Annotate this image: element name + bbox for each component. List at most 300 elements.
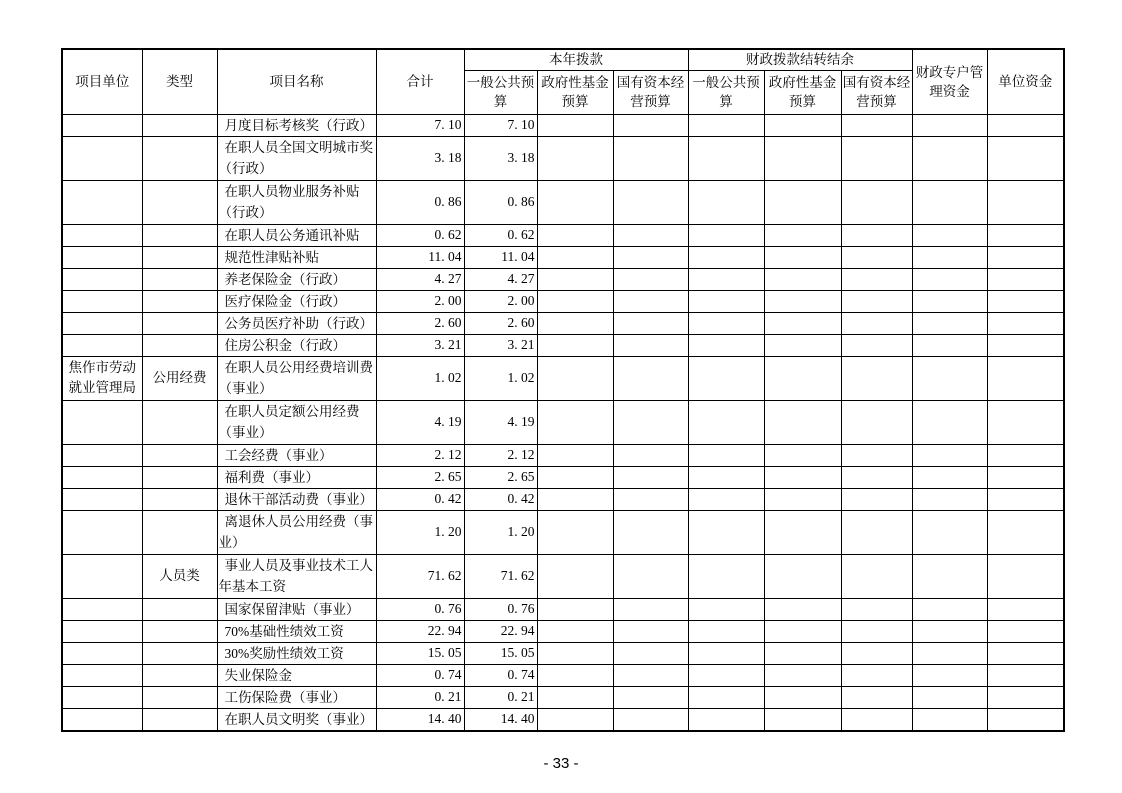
- cell-type: [142, 686, 217, 708]
- header-group-carryover: 财政拨款结转结余: [688, 49, 912, 70]
- cell-project-name: 福利费（事业）: [217, 466, 376, 488]
- cell-general-budget-carryover: [688, 136, 764, 180]
- cell-state-capital-budget-carryover: [841, 400, 912, 444]
- cell-state-capital-budget-current: [613, 114, 688, 136]
- cell-state-capital-budget-carryover: [841, 620, 912, 642]
- cell-state-capital-budget-carryover: [841, 180, 912, 224]
- cell-state-capital-budget-carryover: [841, 444, 912, 466]
- cell-general-budget-current: 2. 12: [464, 444, 537, 466]
- cell-general-budget-carryover: [688, 466, 764, 488]
- cell-govt-fund-budget-current: [537, 246, 613, 268]
- table-body: [62, 114, 1064, 731]
- cell-project-name: 事业人员及事业技术工人年基本工资: [217, 554, 376, 598]
- cell-total: 3. 21: [376, 334, 464, 356]
- cell-govt-fund-budget-carryover: [764, 246, 841, 268]
- cell-general-budget-carryover: [688, 554, 764, 598]
- cell-total: 0. 86: [376, 180, 464, 224]
- cell-state-capital-budget-carryover: [841, 136, 912, 180]
- cell-type: [142, 180, 217, 224]
- cell-project-unit: [62, 488, 142, 510]
- cell-unit-funds: [987, 180, 1064, 224]
- cell-state-capital-budget-current: [613, 290, 688, 312]
- cell-general-budget-carryover: [688, 334, 764, 356]
- cell-govt-fund-budget-carryover: [764, 686, 841, 708]
- header-project-name: 项目名称: [217, 49, 376, 114]
- cell-type: [142, 488, 217, 510]
- cell-project-name: 退休干部活动费（事业）: [217, 488, 376, 510]
- table-row: [62, 664, 1064, 686]
- cell-state-capital-budget-current: [613, 246, 688, 268]
- cell-project-unit: [62, 114, 142, 136]
- cell-govt-fund-budget-carryover: [764, 356, 841, 400]
- header-general-budget-current: 一般公共预算: [464, 70, 537, 114]
- cell-state-capital-budget-current: [613, 708, 688, 731]
- cell-project-unit: [62, 400, 142, 444]
- cell-unit-funds: [987, 444, 1064, 466]
- cell-type: [142, 268, 217, 290]
- header-govt-fund-budget-current: 政府性基金预算: [537, 70, 613, 114]
- cell-state-capital-budget-current: [613, 334, 688, 356]
- cell-govt-fund-budget-current: [537, 180, 613, 224]
- cell-state-capital-budget-carryover: [841, 686, 912, 708]
- cell-project-unit: [62, 290, 142, 312]
- cell-general-budget-carryover: [688, 510, 764, 554]
- cell-project-unit: [62, 466, 142, 488]
- cell-project-unit: [62, 444, 142, 466]
- cell-state-capital-budget-current: [613, 466, 688, 488]
- cell-project-name: 公务员医疗补助（行政）: [217, 312, 376, 334]
- cell-total: 0. 21: [376, 686, 464, 708]
- cell-general-budget-carryover: [688, 598, 764, 620]
- cell-project-name: 规范性津贴补贴: [217, 246, 376, 268]
- cell-project-unit: [62, 334, 142, 356]
- cell-special-account-funds: [912, 642, 987, 664]
- cell-general-budget-carryover: [688, 664, 764, 686]
- cell-general-budget-current: 0. 21: [464, 686, 537, 708]
- cell-state-capital-budget-current: [613, 312, 688, 334]
- cell-govt-fund-budget-carryover: [764, 136, 841, 180]
- cell-govt-fund-budget-carryover: [764, 114, 841, 136]
- table-row: [62, 444, 1064, 466]
- cell-govt-fund-budget-current: [537, 268, 613, 290]
- header-group-current-year: 本年拨款: [464, 49, 688, 70]
- cell-govt-fund-budget-current: [537, 466, 613, 488]
- cell-govt-fund-budget-carryover: [764, 400, 841, 444]
- cell-unit-funds: [987, 312, 1064, 334]
- cell-state-capital-budget-current: [613, 488, 688, 510]
- cell-general-budget-current: 14. 40: [464, 708, 537, 731]
- cell-total: 11. 04: [376, 246, 464, 268]
- table-row: [62, 488, 1064, 510]
- cell-total: 15. 05: [376, 642, 464, 664]
- cell-unit-funds: [987, 686, 1064, 708]
- cell-state-capital-budget-carryover: [841, 466, 912, 488]
- cell-state-capital-budget-current: [613, 554, 688, 598]
- cell-state-capital-budget-current: [613, 224, 688, 246]
- cell-special-account-funds: [912, 334, 987, 356]
- cell-state-capital-budget-carryover: [841, 510, 912, 554]
- cell-govt-fund-budget-current: [537, 686, 613, 708]
- table-row: [62, 136, 1064, 180]
- cell-general-budget-current: 4. 19: [464, 400, 537, 444]
- cell-special-account-funds: [912, 620, 987, 642]
- cell-project-unit: [62, 642, 142, 664]
- cell-project-name: 30%奖励性绩效工资: [217, 642, 376, 664]
- cell-state-capital-budget-current: [613, 400, 688, 444]
- cell-unit-funds: [987, 334, 1064, 356]
- cell-govt-fund-budget-carryover: [764, 312, 841, 334]
- cell-unit-funds: [987, 290, 1064, 312]
- cell-project-unit: [62, 246, 142, 268]
- cell-general-budget-current: 7. 10: [464, 114, 537, 136]
- cell-govt-fund-budget-current: [537, 136, 613, 180]
- cell-type: [142, 246, 217, 268]
- cell-govt-fund-budget-current: [537, 290, 613, 312]
- cell-unit-funds: [987, 400, 1064, 444]
- cell-type: [142, 664, 217, 686]
- cell-general-budget-carryover: [688, 290, 764, 312]
- cell-type: [142, 136, 217, 180]
- cell-special-account-funds: [912, 400, 987, 444]
- cell-state-capital-budget-current: [613, 180, 688, 224]
- cell-general-budget-current: 4. 27: [464, 268, 537, 290]
- cell-unit-funds: [987, 246, 1064, 268]
- cell-total: 1. 20: [376, 510, 464, 554]
- cell-general-budget-current: 11. 04: [464, 246, 537, 268]
- cell-project-unit: [62, 664, 142, 686]
- table-row: [62, 642, 1064, 664]
- cell-type: 公用经费: [142, 356, 217, 400]
- cell-general-budget-carryover: [688, 180, 764, 224]
- header-state-capital-budget-carryover: 国有资本经营预算: [841, 70, 912, 114]
- cell-govt-fund-budget-current: [537, 510, 613, 554]
- cell-total: 0. 74: [376, 664, 464, 686]
- cell-special-account-funds: [912, 180, 987, 224]
- cell-govt-fund-budget-carryover: [764, 642, 841, 664]
- cell-general-budget-carryover: [688, 400, 764, 444]
- cell-govt-fund-budget-carryover: [764, 334, 841, 356]
- cell-state-capital-budget-carryover: [841, 708, 912, 731]
- cell-total: 4. 19: [376, 400, 464, 444]
- cell-special-account-funds: [912, 554, 987, 598]
- cell-general-budget-current: 0. 62: [464, 224, 537, 246]
- cell-unit-funds: [987, 554, 1064, 598]
- cell-general-budget-carryover: [688, 356, 764, 400]
- cell-govt-fund-budget-carryover: [764, 708, 841, 731]
- cell-special-account-funds: [912, 268, 987, 290]
- cell-govt-fund-budget-current: [537, 620, 613, 642]
- cell-govt-fund-budget-carryover: [764, 554, 841, 598]
- cell-govt-fund-budget-carryover: [764, 224, 841, 246]
- cell-general-budget-current: 71. 62: [464, 554, 537, 598]
- cell-govt-fund-budget-carryover: [764, 664, 841, 686]
- cell-type: [142, 444, 217, 466]
- cell-project-name: 工伤保险费（事业）: [217, 686, 376, 708]
- cell-type: [142, 708, 217, 731]
- cell-general-budget-carryover: [688, 642, 764, 664]
- cell-general-budget-carryover: [688, 708, 764, 731]
- table-row: [62, 598, 1064, 620]
- cell-general-budget-current: 3. 18: [464, 136, 537, 180]
- cell-general-budget-carryover: [688, 246, 764, 268]
- cell-project-unit: [62, 224, 142, 246]
- cell-total: 2. 65: [376, 466, 464, 488]
- header-special-account-funds: 财政专户管理资金: [912, 49, 987, 114]
- header-group-row: [62, 49, 1064, 70]
- cell-type: [142, 620, 217, 642]
- cell-state-capital-budget-carryover: [841, 290, 912, 312]
- cell-project-unit: [62, 686, 142, 708]
- cell-total: 1. 02: [376, 356, 464, 400]
- cell-special-account-funds: [912, 136, 987, 180]
- cell-govt-fund-budget-current: [537, 444, 613, 466]
- cell-state-capital-budget-carryover: [841, 114, 912, 136]
- cell-special-account-funds: [912, 224, 987, 246]
- cell-general-budget-current: 0. 76: [464, 598, 537, 620]
- cell-project-unit: [62, 554, 142, 598]
- table-row: [62, 334, 1064, 356]
- table-row: [62, 510, 1064, 554]
- cell-state-capital-budget-carryover: [841, 312, 912, 334]
- cell-project-name: 医疗保险金（行政）: [217, 290, 376, 312]
- cell-project-name: 国家保留津贴（事业）: [217, 598, 376, 620]
- cell-govt-fund-budget-carryover: [764, 488, 841, 510]
- cell-state-capital-budget-carryover: [841, 488, 912, 510]
- cell-project-name: 月度目标考核奖（行政）: [217, 114, 376, 136]
- cell-project-name: 在职人员公用经费培训费（事业）: [217, 356, 376, 400]
- table-row: [62, 290, 1064, 312]
- table-row: [62, 356, 1064, 400]
- table-header: [62, 49, 1064, 114]
- cell-general-budget-carryover: [688, 312, 764, 334]
- cell-special-account-funds: [912, 708, 987, 731]
- table-row: [62, 268, 1064, 290]
- cell-general-budget-carryover: [688, 268, 764, 290]
- cell-general-budget-current: 2. 00: [464, 290, 537, 312]
- cell-unit-funds: [987, 510, 1064, 554]
- cell-project-name: 工会经费（事业）: [217, 444, 376, 466]
- cell-govt-fund-budget-current: [537, 356, 613, 400]
- cell-type: [142, 114, 217, 136]
- cell-state-capital-budget-current: [613, 620, 688, 642]
- cell-total: 22. 94: [376, 620, 464, 642]
- cell-project-unit: [62, 620, 142, 642]
- cell-unit-funds: [987, 708, 1064, 731]
- cell-project-unit: [62, 136, 142, 180]
- cell-special-account-funds: [912, 664, 987, 686]
- table-row: [62, 246, 1064, 268]
- cell-state-capital-budget-carryover: [841, 598, 912, 620]
- cell-state-capital-budget-current: [613, 444, 688, 466]
- table-row: [62, 180, 1064, 224]
- header-general-budget-carryover: 一般公共预算: [688, 70, 764, 114]
- table-row: [62, 554, 1064, 598]
- cell-project-name: 在职人员定额公用经费（事业）: [217, 400, 376, 444]
- cell-unit-funds: [987, 114, 1064, 136]
- cell-govt-fund-budget-carryover: [764, 290, 841, 312]
- cell-govt-fund-budget-current: [537, 664, 613, 686]
- cell-type: [142, 312, 217, 334]
- cell-unit-funds: [987, 268, 1064, 290]
- header-govt-fund-budget-carryover: 政府性基金预算: [764, 70, 841, 114]
- cell-govt-fund-budget-current: [537, 488, 613, 510]
- cell-type: [142, 400, 217, 444]
- header-project-unit: 项目单位: [62, 49, 142, 114]
- cell-project-unit: [62, 180, 142, 224]
- cell-state-capital-budget-carryover: [841, 356, 912, 400]
- cell-unit-funds: [987, 642, 1064, 664]
- cell-general-budget-carryover: [688, 620, 764, 642]
- cell-project-unit: [62, 312, 142, 334]
- header-total: 合计: [376, 49, 464, 114]
- cell-unit-funds: [987, 356, 1064, 400]
- table-row: [62, 686, 1064, 708]
- cell-general-budget-current: 0. 42: [464, 488, 537, 510]
- cell-unit-funds: [987, 598, 1064, 620]
- cell-special-account-funds: [912, 246, 987, 268]
- cell-unit-funds: [987, 224, 1064, 246]
- cell-special-account-funds: [912, 444, 987, 466]
- cell-general-budget-current: 2. 65: [464, 466, 537, 488]
- cell-govt-fund-budget-current: [537, 224, 613, 246]
- cell-project-name: 养老保险金（行政）: [217, 268, 376, 290]
- cell-project-name: 在职人员全国文明城市奖（行政）: [217, 136, 376, 180]
- cell-special-account-funds: [912, 114, 987, 136]
- cell-general-budget-current: 3. 21: [464, 334, 537, 356]
- cell-govt-fund-budget-current: [537, 334, 613, 356]
- cell-unit-funds: [987, 620, 1064, 642]
- cell-govt-fund-budget-current: [537, 400, 613, 444]
- cell-unit-funds: [987, 488, 1064, 510]
- cell-govt-fund-budget-current: [537, 554, 613, 598]
- cell-total: 2. 00: [376, 290, 464, 312]
- cell-govt-fund-budget-carryover: [764, 268, 841, 290]
- cell-state-capital-budget-current: [613, 268, 688, 290]
- cell-general-budget-carryover: [688, 444, 764, 466]
- cell-unit-funds: [987, 466, 1064, 488]
- cell-general-budget-carryover: [688, 114, 764, 136]
- cell-total: 7. 10: [376, 114, 464, 136]
- cell-govt-fund-budget-current: [537, 708, 613, 731]
- cell-project-name: 在职人员文明奖（事业）: [217, 708, 376, 731]
- cell-state-capital-budget-current: [613, 642, 688, 664]
- cell-type: [142, 466, 217, 488]
- cell-govt-fund-budget-carryover: [764, 620, 841, 642]
- cell-type: [142, 642, 217, 664]
- cell-type: [142, 224, 217, 246]
- cell-general-budget-carryover: [688, 686, 764, 708]
- table-row: [62, 708, 1064, 731]
- cell-general-budget-current: 0. 74: [464, 664, 537, 686]
- cell-project-unit: [62, 708, 142, 731]
- cell-general-budget-current: 2. 60: [464, 312, 537, 334]
- cell-total: 4. 27: [376, 268, 464, 290]
- cell-general-budget-current: 1. 20: [464, 510, 537, 554]
- cell-general-budget-carryover: [688, 488, 764, 510]
- cell-total: 2. 12: [376, 444, 464, 466]
- cell-project-name: 在职人员物业服务补贴（行政）: [217, 180, 376, 224]
- cell-project-unit: [62, 510, 142, 554]
- header-type: 类型: [142, 49, 217, 114]
- cell-state-capital-budget-carryover: [841, 268, 912, 290]
- cell-govt-fund-budget-carryover: [764, 466, 841, 488]
- cell-unit-funds: [987, 664, 1064, 686]
- cell-general-budget-current: 22. 94: [464, 620, 537, 642]
- cell-special-account-funds: [912, 290, 987, 312]
- cell-state-capital-budget-carryover: [841, 554, 912, 598]
- cell-special-account-funds: [912, 510, 987, 554]
- cell-special-account-funds: [912, 312, 987, 334]
- cell-total: 14. 40: [376, 708, 464, 731]
- cell-general-budget-current: 15. 05: [464, 642, 537, 664]
- cell-state-capital-budget-carryover: [841, 334, 912, 356]
- cell-govt-fund-budget-current: [537, 642, 613, 664]
- cell-general-budget-current: 0. 86: [464, 180, 537, 224]
- cell-total: 3. 18: [376, 136, 464, 180]
- cell-project-name: 在职人员公务通讯补贴: [217, 224, 376, 246]
- cell-govt-fund-budget-carryover: [764, 180, 841, 224]
- cell-state-capital-budget-current: [613, 686, 688, 708]
- cell-govt-fund-budget-current: [537, 598, 613, 620]
- cell-state-capital-budget-current: [613, 510, 688, 554]
- cell-project-unit: [62, 268, 142, 290]
- cell-state-capital-budget-carryover: [841, 246, 912, 268]
- cell-special-account-funds: [912, 356, 987, 400]
- cell-state-capital-budget-carryover: [841, 224, 912, 246]
- cell-special-account-funds: [912, 686, 987, 708]
- cell-state-capital-budget-current: [613, 356, 688, 400]
- cell-total: 0. 76: [376, 598, 464, 620]
- table-row: [62, 466, 1064, 488]
- cell-type: [142, 510, 217, 554]
- cell-govt-fund-budget-carryover: [764, 510, 841, 554]
- cell-govt-fund-budget-carryover: [764, 444, 841, 466]
- cell-project-name: 70%基础性绩效工资: [217, 620, 376, 642]
- table-row: [62, 400, 1064, 444]
- cell-general-budget-carryover: [688, 224, 764, 246]
- cell-project-name: 离退休人员公用经费（事业）: [217, 510, 376, 554]
- cell-state-capital-budget-carryover: [841, 642, 912, 664]
- cell-state-capital-budget-current: [613, 136, 688, 180]
- header-state-capital-budget-current: 国有资本经营预算: [613, 70, 688, 114]
- cell-govt-fund-budget-current: [537, 114, 613, 136]
- cell-special-account-funds: [912, 598, 987, 620]
- cell-govt-fund-budget-current: [537, 312, 613, 334]
- cell-general-budget-current: 1. 02: [464, 356, 537, 400]
- cell-unit-funds: [987, 136, 1064, 180]
- cell-type: [142, 598, 217, 620]
- cell-type: 人员类: [142, 554, 217, 598]
- cell-special-account-funds: [912, 488, 987, 510]
- cell-state-capital-budget-current: [613, 664, 688, 686]
- cell-state-capital-budget-current: [613, 598, 688, 620]
- table-row: [62, 620, 1064, 642]
- cell-type: [142, 290, 217, 312]
- header-unit-funds: 单位资金: [987, 49, 1064, 114]
- budget-table: [61, 48, 1065, 732]
- cell-total: 0. 62: [376, 224, 464, 246]
- page-number: - 33 -: [543, 755, 579, 772]
- cell-total: 0. 42: [376, 488, 464, 510]
- cell-total: 71. 62: [376, 554, 464, 598]
- cell-state-capital-budget-carryover: [841, 664, 912, 686]
- cell-govt-fund-budget-carryover: [764, 598, 841, 620]
- cell-project-unit: 焦作市劳动就业管理局: [62, 356, 142, 400]
- cell-special-account-funds: [912, 466, 987, 488]
- cell-project-unit: [62, 598, 142, 620]
- cell-project-name: 住房公积金（行政）: [217, 334, 376, 356]
- cell-total: 2. 60: [376, 312, 464, 334]
